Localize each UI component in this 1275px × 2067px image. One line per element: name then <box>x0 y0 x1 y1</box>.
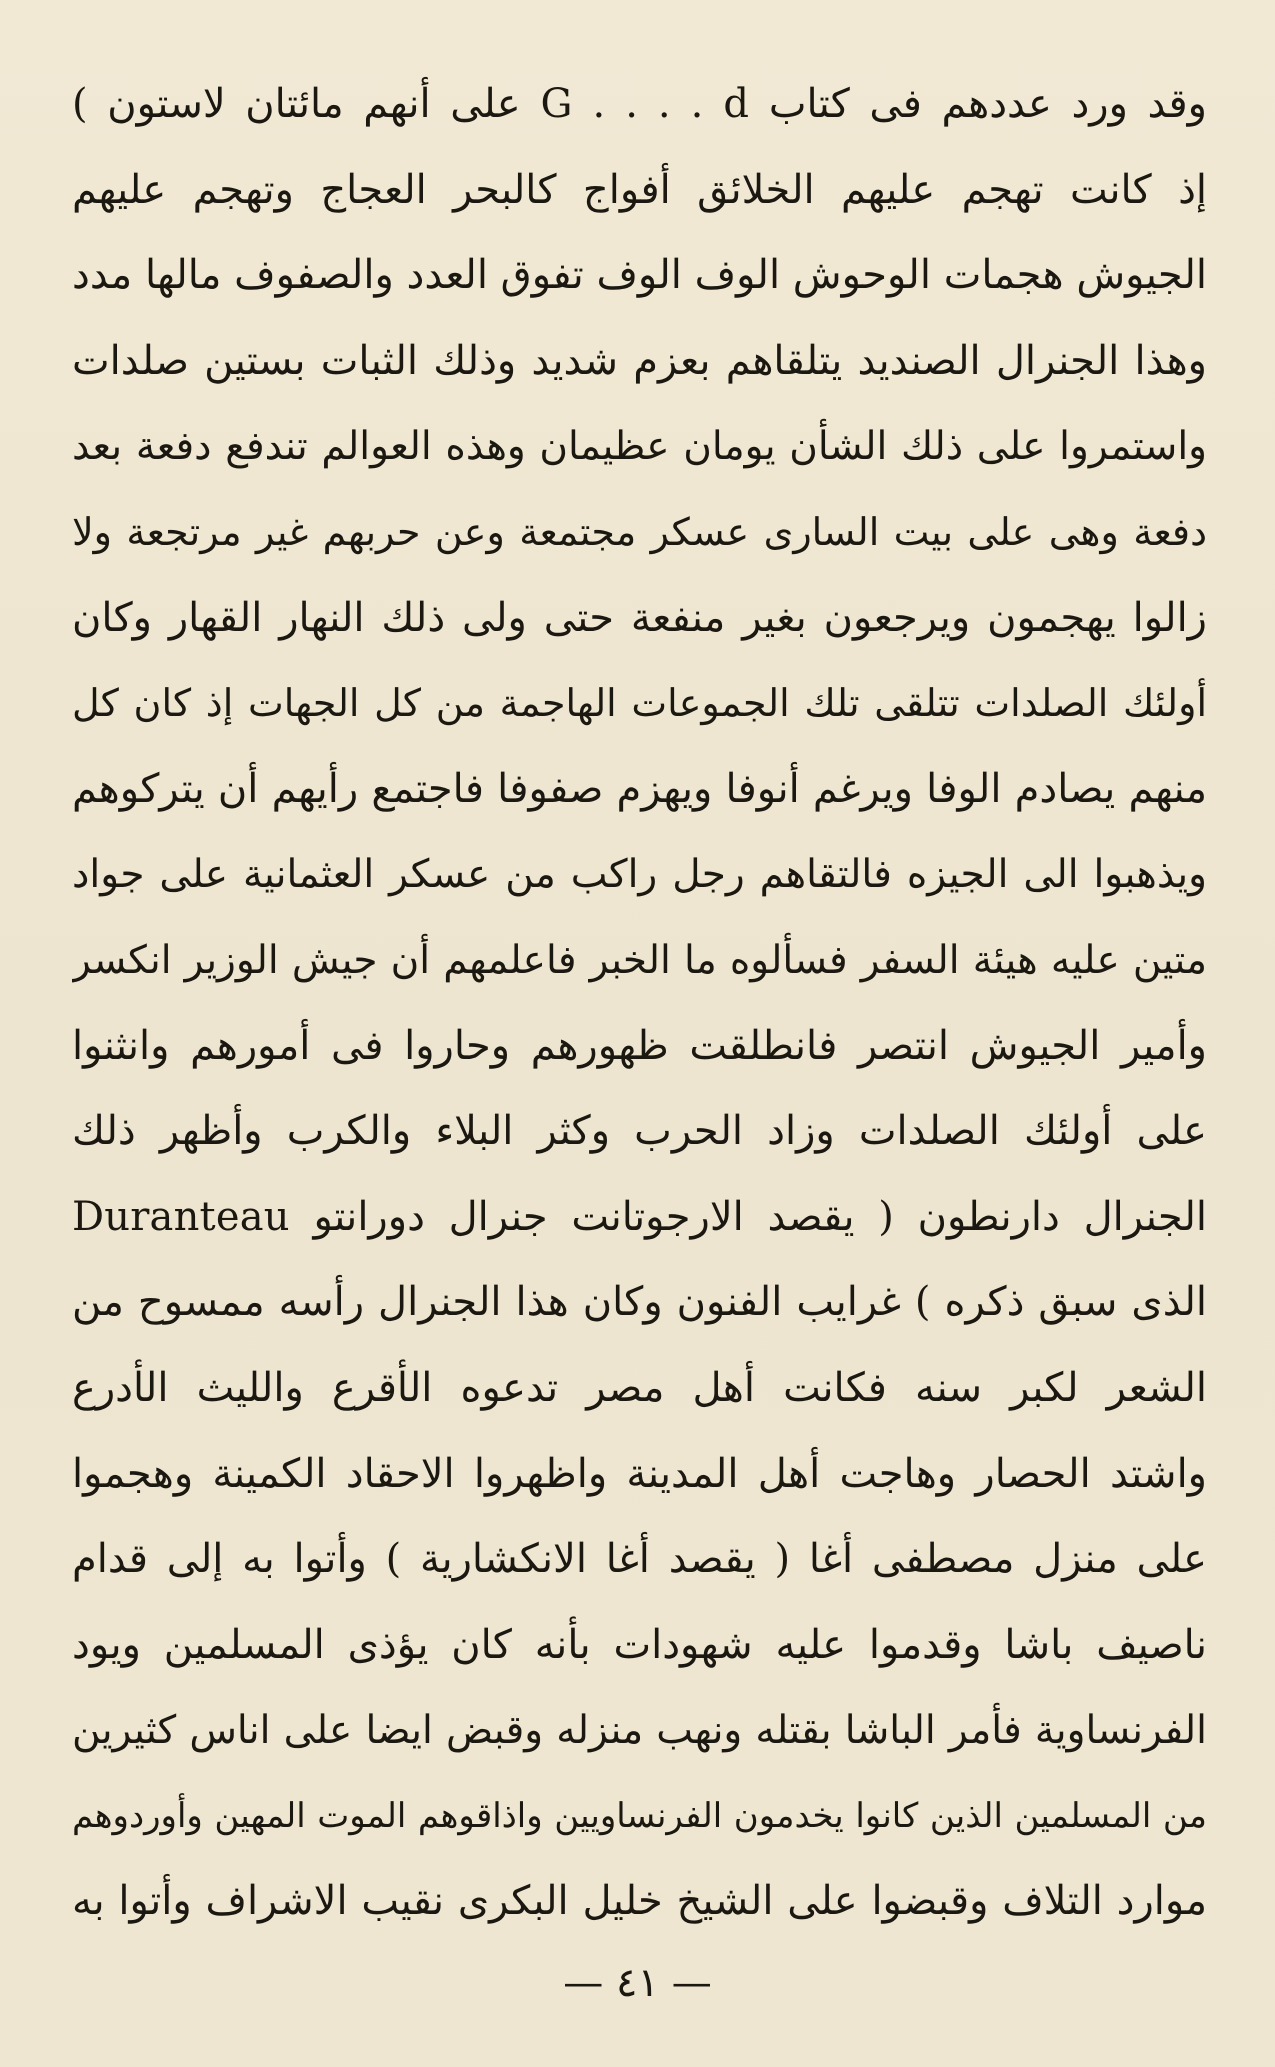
page-number: — ٤١ — <box>563 1960 712 2006</box>
text-line: على منزل مصطفى أغا ( يقصد أغا الانكشارية ) وأتوا به إلى قدام <box>72 1536 1207 1583</box>
text-line: دفعة وهى على بيت السارى عسكر مجتمعة وعن حربهم غير مرتجعة ولا <box>72 509 1207 554</box>
body-text <box>72 62 1207 1945</box>
text-line: متين عليه هيئة السفر فسألوه ما الخبر فاعلمهم أن جيش الوزير انكسر <box>72 937 1207 983</box>
text-line: الفرنساوية فأمر الباشا بقتله ونهب منزله وقبض ايضا على اناس كثيرين <box>72 1708 1207 1754</box>
text-line: وقد ورد عددهم فى كتاب G . . . . d على أنهم مائتان لاستون ) <box>72 81 1207 127</box>
text-line: الشعر لكبر سنه فكانت أهل مصر تدعوه الأقرع والليث الأدرع <box>72 1364 1207 1411</box>
text-line: أولئك الصلدات تتلقى تلك الجموعات الهاجمة من كل الجهات إذ كان كل <box>72 681 1207 726</box>
text-line: الجيوش هجمات الوحوش الوف الوف تفوق العدد والصفوف مالها مدد <box>72 252 1207 299</box>
text-line: من المسلمين الذين كانوا يخدمون الفرنساويين واذاقوهم الموت المهين وأوردوهم <box>72 1795 1207 1836</box>
text-line: ناصيف باشا وقدموا عليه شهودات بأنه كان يؤذى المسلمين ويود <box>72 1621 1207 1668</box>
text-line: إذ كانت تهجم عليهم الخلائق أفواج كالبحر العجاج وتهجم عليهم <box>72 166 1207 213</box>
text-line: واستمروا على ذلك الشأن يومان عظيمان وهذه العوالم تندفع دفعة بعد <box>72 424 1207 470</box>
text-line: الذى سبق ذكره ) غرايب الفنون وكان هذا الجنرال رأسه ممسوح من <box>72 1279 1207 1326</box>
text-line: ويذهبوا الى الجيزه فالتقاهم رجل راكب من عسكر العثمانية على جواد <box>72 852 1207 898</box>
text-line: وأمير الجيوش انتصر فانطلقت ظهورهم وحاروا فى أمورهم وانثنوا <box>72 1022 1207 1069</box>
text-line: على أولئك الصلدات وزاد الحرب وكثر البلاء والكرب وأظهر ذلك <box>72 1108 1207 1155</box>
text-line: الجنرال دارنطون ( يقصد الارجوتانت جنرال دورانتو Duranteau <box>72 1193 1207 1240</box>
text-line: موارد التلاف وقبضوا على الشيخ خليل البكرى نقيب الاشراف وأتوا به <box>72 1878 1207 1925</box>
text-line: زالوا يهجمون ويرجعون بغير منفعة حتى ولى ذلك النهار القهار وكان <box>72 594 1207 641</box>
text-line: وهذا الجنرال الصنديد يتلقاهم بعزم شديد وذلك الثبات بستين صلدات <box>72 337 1207 384</box>
text-line: منهم يصادم الوفا ويرغم أنوفا ويهزم صفوفا فاجتمع رأيهم أن يتركوهم <box>72 765 1207 812</box>
text-line: واشتد الحصار وهاجت أهل المدينة واظهروا الاحقاد الكمينة وهجموا <box>72 1450 1207 1497</box>
